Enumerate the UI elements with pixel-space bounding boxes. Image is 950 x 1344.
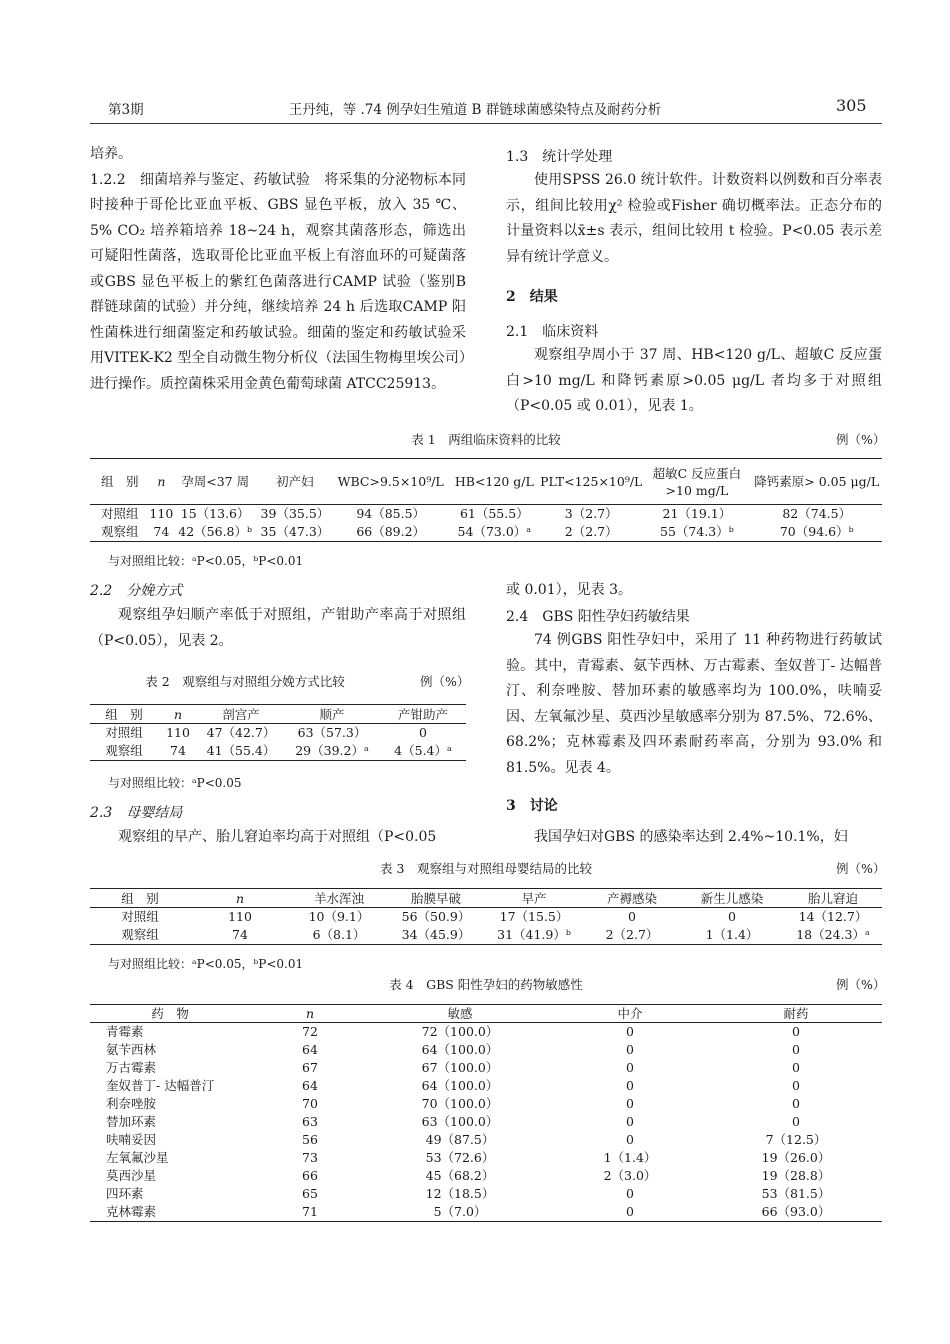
table-cell: 53（81.5） <box>761 1186 831 1201</box>
table-cell: 12（18.5） <box>425 1186 495 1201</box>
table-cell: 0 <box>419 725 427 740</box>
table4-unit: 例（%） <box>836 977 886 992</box>
table-cell-drug: 四环素 <box>106 1186 144 1201</box>
table-cell: 对照组 <box>105 725 143 740</box>
header-title: 王丹纯，等 .74 例孕妇生殖道 B 群链球菌感染特点及耐药分析 <box>288 102 662 118</box>
table-cell: 82（74.5） <box>782 506 852 521</box>
table-cell: 74 <box>170 743 186 758</box>
table-cell: 对照组 <box>100 506 139 521</box>
table-cell: 64（100.0） <box>421 1042 499 1057</box>
table1-header-gestation: 孕周<37 周 <box>173 459 257 505</box>
table-cell: 56 <box>302 1132 318 1147</box>
table-cell: 67 <box>302 1060 318 1075</box>
table-row <box>90 1203 882 1222</box>
table-cell: 45（68.2） <box>425 1168 495 1183</box>
left-column-top <box>90 142 466 397</box>
table-cell: 63（100.0） <box>421 1114 499 1129</box>
table1-title: 表 1 两组临床资料的比较 <box>411 432 561 447</box>
paragraph-culture-end: 培养。 <box>90 146 132 162</box>
table-cell: 29（39.2）ᵃ <box>295 743 369 758</box>
section-2-3-continued: 或 0.01），见表 3。 <box>506 582 632 598</box>
table-cell: 18（24.3）ᵃ <box>796 927 870 942</box>
table-cell: 0 <box>626 1204 634 1219</box>
table-cell: 14（12.7） <box>798 909 868 924</box>
table-row <box>90 1077 882 1095</box>
table-cell-drug: 左氧氟沙星 <box>106 1150 169 1165</box>
table-cell: 观察组 <box>121 927 159 942</box>
section-2-4-body: 74 例GBS 阳性孕妇中，采用了 11 种药物进行药敏试验。其中，青霉素、氨苄西林、万古霉素、奎奴普丁- 达幅普汀、利奈唑胺、替加环素的敏感率均为 100.0%，呋喃妥因、左氧氟沙星、莫西沙星敏感率分别为 87.5%、72.6%、68.2%；克林霉素及四环素耐药率高，分别为 93.0% 和 81.5%。见表 4。 <box>506 632 882 776</box>
table-cell: 66（89.2） <box>356 524 426 539</box>
table-cell: 74 <box>232 927 248 942</box>
table4-header-n: n <box>250 1005 370 1023</box>
table-row <box>90 1167 882 1185</box>
table1-header-hb: HB<120 g/L <box>449 459 541 505</box>
table-cell: 0 <box>628 909 636 924</box>
header-issue: 第3期 <box>108 102 144 118</box>
table-row <box>90 1113 882 1131</box>
table2-header-vaginal: 顺产 <box>284 705 380 724</box>
table-row <box>90 742 466 761</box>
table-cell: 66 <box>302 1168 318 1183</box>
table-cell: 10（9.1） <box>308 909 370 924</box>
table-cell: 19（28.8） <box>761 1168 831 1183</box>
table4-title: 表 4 GBS 阳性孕妇的药物敏感性 <box>389 977 583 992</box>
table-cell: 61（55.5） <box>459 506 529 521</box>
section-1-3-body: 使用SPSS 26.0 统计软件。计数资料以例数和百分率表示，组间比较用χ² 检验或Fisher 确切概率法。正态分布的计量资料以x̄±s 表示，组间比较用 t 检验。P<0.05 表示差异有统计学意义。 <box>506 172 882 265</box>
table-cell: 0 <box>626 1060 634 1075</box>
table4-header-resistant: 耐药 <box>710 1005 882 1023</box>
table-cell: 15（13.6） <box>180 506 250 521</box>
table-cell: 110 <box>228 909 252 924</box>
table4-header-drug: 药 物 <box>90 1005 250 1023</box>
table-cell: 55（74.3）ᵇ <box>660 524 734 539</box>
table-cell: 观察组 <box>105 743 143 758</box>
table-cell: 21（19.1） <box>662 506 732 521</box>
section-3-body: 我国孕妇对GBS 的感染率达到 2.4%~10.1%，妇 <box>534 829 848 845</box>
table-cell: 7（12.5） <box>765 1132 827 1147</box>
header-rule <box>90 123 882 124</box>
table-cell: 64（100.0） <box>421 1078 499 1093</box>
table-row <box>90 1023 882 1042</box>
table2-title: 表 2 观察组与对照组分娩方式比较 <box>145 674 345 689</box>
table-cell: 66（93.0） <box>761 1204 831 1219</box>
table-cell: 31（41.9）ᵇ <box>497 927 571 942</box>
table-cell: 19（26.0） <box>761 1150 831 1165</box>
table-cell: 64 <box>302 1042 318 1057</box>
table-cell: 0 <box>728 909 736 924</box>
table3 <box>90 888 882 945</box>
table3-header-neonatal: 新生儿感染 <box>680 889 784 908</box>
table-cell: 42（56.8）ᵇ <box>178 524 253 539</box>
table-cell: 0 <box>626 1042 634 1057</box>
table1 <box>90 458 882 542</box>
table-cell: 65 <box>302 1186 318 1201</box>
table-cell: 39（35.5） <box>260 506 330 521</box>
table-cell: 0 <box>792 1096 800 1111</box>
table2-header-group: 组 别 <box>90 705 158 724</box>
table3-header-preterm: 早产 <box>484 889 584 908</box>
table-row <box>90 724 466 743</box>
table-cell: 110 <box>166 725 190 740</box>
table-cell-drug: 莫西沙星 <box>106 1168 157 1183</box>
section-1-2-2-body: 将采集的分泌物标本同时接种于哥伦比亚血平板、GBS 显色平板，放入 35 ℃、5% CO₂ 培养箱培养 18~24 h，观察其菌落形态，筛选出可疑阳性菌落，选取哥伦比亚血平板上有溶血环的可疑菌落或GBS 显色平板上的紫红色菌落进行CAMP 试验（鉴别B 群链球菌的试验）并分纯，继续培养 24 h 后选取CAMP 阳性菌株进行细菌鉴定和药敏试验。细菌的鉴定和药敏试验采用VITEK-K2 型全自动微生物分析仪（法国生物梅里埃公司）进行操作。质控菌株采用金黄色葡萄球菌 ATCC25913。 <box>90 171 467 392</box>
table-row <box>90 505 882 524</box>
table-row <box>90 1149 882 1167</box>
table-cell-drug: 替加环素 <box>106 1114 157 1129</box>
table3-title: 表 3 观察组与对照组母婴结局的比较 <box>380 861 592 876</box>
table-cell-drug: 利奈唑胺 <box>106 1096 157 1111</box>
table1-header-group: 组 别 <box>90 459 149 505</box>
table-cell: 70 <box>302 1096 318 1111</box>
table-cell: 67（100.0） <box>421 1060 499 1075</box>
table-cell-drug: 氨苄西林 <box>106 1042 157 1057</box>
table2-unit: 例（%） <box>420 674 470 689</box>
table-cell: 0 <box>792 1042 800 1057</box>
section-2-2-heading: 2.2 分娩方式 <box>90 583 183 599</box>
table-cell: 0 <box>626 1024 634 1039</box>
section-2-4-heading: 2.4 GBS 阳性孕妇药敏结果 <box>506 609 690 625</box>
section-1-2-2-heading: 1.2.2 细菌培养与鉴定、药敏试验 <box>90 171 311 188</box>
table-cell: 49（87.5） <box>425 1132 495 1147</box>
table3-header-prom: 胎膜早破 <box>388 889 484 908</box>
table-cell: 17（15.5） <box>499 909 569 924</box>
table-row <box>90 926 882 945</box>
table2-header-cesarean: 剖宫产 <box>198 705 284 724</box>
table-cell: 2（2.7） <box>605 927 659 942</box>
table1-header-crp: 超敏C 反应蛋白>10 mg/L <box>642 459 751 505</box>
section-2-heading: 2 结果 <box>506 289 558 305</box>
table-cell: 2（3.0） <box>603 1168 657 1183</box>
table-cell: 74 <box>153 524 170 539</box>
table2-note: 与对照组比较：ᵃP<0.05 <box>108 776 242 790</box>
table-cell: 4（5.4）ᵃ <box>394 743 452 758</box>
table-row <box>90 523 882 542</box>
table4-header-sensitive: 敏感 <box>370 1005 550 1023</box>
table-row <box>90 908 882 927</box>
table1-header-wbc: WBC>9.5×10⁹/L <box>333 459 449 505</box>
table-cell: 2（2.7） <box>564 524 618 539</box>
table-cell: 110 <box>149 506 174 521</box>
table4-header-intermediate: 中介 <box>550 1005 710 1023</box>
table-row <box>90 1041 882 1059</box>
table-cell: 41（55.4） <box>206 743 276 758</box>
section-2-2-body: 观察组孕妇顺产率低于对照组，产钳助产率高于对照组（P<0.05），见表 2。 <box>90 607 466 649</box>
table3-header-group: 组 别 <box>90 889 190 908</box>
table-cell: 56（50.9） <box>401 909 471 924</box>
table-cell: 1（1.4） <box>603 1150 657 1165</box>
table3-header-amniotic: 羊水浑浊 <box>290 889 388 908</box>
table-cell-drug: 克林霉素 <box>106 1204 157 1219</box>
table-cell: 对照组 <box>121 909 159 924</box>
section-2-3-heading: 2.3 母婴结局 <box>90 805 183 821</box>
table-cell: 53（72.6） <box>425 1150 495 1165</box>
table-cell: 71 <box>302 1204 318 1219</box>
table3-note: 与对照组比较：ᵃP<0.05，ᵇP<0.01 <box>108 957 304 971</box>
table-cell: 70（100.0） <box>421 1096 499 1111</box>
table-cell: 73 <box>302 1150 318 1165</box>
table-cell: 3（2.7） <box>564 506 618 521</box>
table-cell: 0 <box>792 1024 800 1039</box>
table-cell: 0 <box>626 1114 634 1129</box>
table3-header-distress: 胎儿窘迫 <box>784 889 882 908</box>
table-cell: 0 <box>626 1132 634 1147</box>
table2 <box>90 704 466 761</box>
table1-unit: 例（%） <box>836 432 886 447</box>
table-cell: 0 <box>626 1096 634 1111</box>
table-row <box>90 1131 882 1149</box>
table-cell: 72（100.0） <box>421 1024 499 1039</box>
table-cell: 54（73.0）ᵃ <box>457 524 532 539</box>
section-2-3-body: 观察组的早产、胎儿窘迫率均高于对照组（P<0.05 <box>118 829 437 845</box>
table3-header-puerperal: 产褥感染 <box>584 889 680 908</box>
table-cell: 0 <box>792 1078 800 1093</box>
table4 <box>90 1004 882 1222</box>
table-cell: 5（7.0） <box>433 1204 487 1219</box>
table1-header-pct: 降钙素原> 0.05 μg/L <box>751 459 882 505</box>
table-cell-drug: 万古霉素 <box>106 1060 157 1075</box>
table1-note: 与对照组比较：ᵃP<0.05，ᵇP<0.01 <box>108 554 304 568</box>
table2-header-forceps: 产钳助产 <box>380 705 466 724</box>
table-cell: 47（42.7） <box>206 725 276 740</box>
table-cell: 0 <box>792 1060 800 1075</box>
table-cell: 94（85.5） <box>356 506 426 521</box>
section-2-1-body: 观察组孕周小于 37 周、HB<120 g/L、超敏C 反应蛋白>10 mg/L 和降钙素原>0.05 μg/L 者均多于对照组（P<0.05 或 0.01），见表 1。 <box>506 347 882 414</box>
table-row <box>90 1059 882 1077</box>
table-cell: 1（1.4） <box>705 927 759 942</box>
table-cell: 观察组 <box>100 524 139 539</box>
table-row <box>90 1185 882 1203</box>
table-cell: 0 <box>792 1114 800 1129</box>
table-row <box>90 1095 882 1113</box>
table-cell: 35（47.3） <box>260 524 330 539</box>
table-cell: 63（57.3） <box>297 725 367 740</box>
table-cell: 6（8.1） <box>312 927 366 942</box>
section-2-1-heading: 2.1 临床资料 <box>506 324 599 340</box>
section-3-heading: 3 讨论 <box>506 798 558 814</box>
header-page-number: 305 <box>836 96 867 115</box>
table-cell: 72 <box>302 1024 318 1039</box>
table1-header-plt: PLT<125×10⁹/L <box>540 459 642 505</box>
table-cell: 0 <box>626 1186 634 1201</box>
table2-header-n: n <box>158 705 198 724</box>
table-cell-drug: 青霉素 <box>106 1024 144 1039</box>
table-cell: 0 <box>626 1078 634 1093</box>
table-cell-drug: 奎奴普丁- 达幅普汀 <box>106 1078 215 1093</box>
table-cell: 70（94.6）ᵇ <box>779 524 854 539</box>
table3-unit: 例（%） <box>836 861 886 876</box>
table1-header-primipara: 初产妇 <box>257 459 333 505</box>
table3-header-n: n <box>190 889 290 908</box>
table-cell: 64 <box>302 1078 318 1093</box>
table-cell: 63 <box>302 1114 318 1129</box>
section-1-3-heading: 1.3 统计学处理 <box>506 149 613 165</box>
table-cell-drug: 呋喃妥因 <box>106 1132 157 1147</box>
table-cell: 34（45.9） <box>401 927 471 942</box>
table1-header-n: n <box>149 459 173 505</box>
